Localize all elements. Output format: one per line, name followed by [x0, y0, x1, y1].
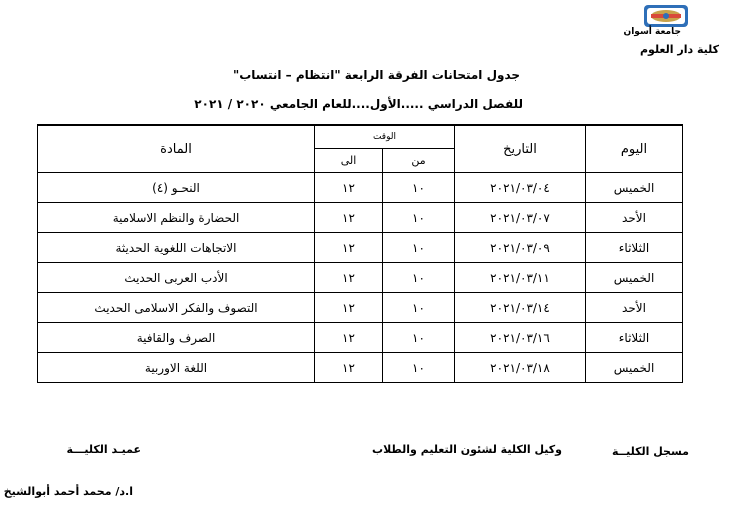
cell-subject: الأدب العربى الحديث	[38, 263, 315, 293]
header-to: الى	[315, 148, 383, 172]
dean-signature-label: عميـد الكليـــة	[66, 443, 141, 456]
cell-date: ٢٠٢١/٠٣/١٤	[455, 293, 586, 323]
university-name: جامعة أسوان	[623, 27, 681, 37]
cell-day: الخميس	[586, 263, 683, 293]
cell-subject: الاتجاهات اللغوية الحديثة	[38, 233, 315, 263]
exam-schedule-table	[37, 124, 683, 383]
cell-to: ١٢	[315, 293, 383, 323]
page-title: جدول امتحانات الفرقة الرابعة "انتظام – انتساب"	[232, 68, 521, 82]
cell-date: ٢٠٢١/٠٣/٠٩	[455, 233, 586, 263]
cell-subject: النحـو (٤)	[38, 173, 315, 203]
dean-name: ا.د/ محمد أحمد أبوالشيخ	[3, 485, 133, 498]
cell-date: ٢٠٢١/٠٣/٠٧	[455, 203, 586, 233]
header-day: اليوم	[586, 125, 683, 173]
cell-from: ١٠	[383, 203, 455, 233]
semester-text: للفصل الدراسي .....الأول....للعام الجامعي	[269, 97, 523, 111]
table-row	[38, 293, 683, 323]
cell-date: ٢٠٢١/٠٣/٠٤	[455, 173, 586, 203]
cell-subject: الحضارة والنظم الاسلامية	[38, 203, 315, 233]
cell-day: الأحد	[586, 203, 683, 233]
cell-day: الثلاثاء	[586, 323, 683, 353]
cell-from: ١٠	[383, 293, 455, 323]
cell-subject: اللغة الاوربية	[38, 353, 315, 383]
cell-from: ١٠	[383, 353, 455, 383]
cell-date: ٢٠٢١/٠٣/١١	[455, 263, 586, 293]
cell-date: ٢٠٢١/٠٣/١٦	[455, 323, 586, 353]
university-logo-icon	[643, 4, 689, 28]
table-row	[38, 263, 683, 293]
page-subtitle	[194, 97, 523, 111]
vice-dean-signature-label: وكيل الكلية لشئون التعليم والطلاب	[372, 443, 562, 456]
table-row	[38, 353, 683, 383]
header-from: من	[383, 148, 455, 172]
registrar-signature-label: مسجل الكليــة	[611, 445, 689, 458]
cell-to: ١٢	[315, 323, 383, 353]
table-row	[38, 203, 683, 233]
cell-from: ١٠	[383, 173, 455, 203]
table-row	[38, 323, 683, 353]
cell-from: ١٠	[383, 323, 455, 353]
cell-date: ٢٠٢١/٠٣/١٨	[455, 353, 586, 383]
header-time: الوقت	[315, 125, 455, 148]
cell-from: ١٠	[383, 233, 455, 263]
cell-subject: الصرف والقافية	[38, 323, 315, 353]
cell-from: ١٠	[383, 263, 455, 293]
header-date: التاريخ	[455, 125, 586, 173]
cell-day: الخميس	[586, 173, 683, 203]
table-row	[38, 173, 683, 203]
cell-subject: التصوف والفكر الاسلامى الحديث	[38, 293, 315, 323]
cell-day: الثلاثاء	[586, 233, 683, 263]
cell-day: الخميس	[586, 353, 683, 383]
academic-year: ٢٠٢٠ / ٢٠٢١	[194, 97, 266, 111]
header-subject: المادة	[38, 125, 315, 173]
cell-to: ١٢	[315, 233, 383, 263]
cell-to: ١٢	[315, 203, 383, 233]
table-row	[38, 233, 683, 263]
cell-day: الأحد	[586, 293, 683, 323]
faculty-name: كلية دار العلوم	[639, 43, 719, 56]
cell-to: ١٢	[315, 353, 383, 383]
cell-to: ١٢	[315, 263, 383, 293]
cell-to: ١٢	[315, 173, 383, 203]
